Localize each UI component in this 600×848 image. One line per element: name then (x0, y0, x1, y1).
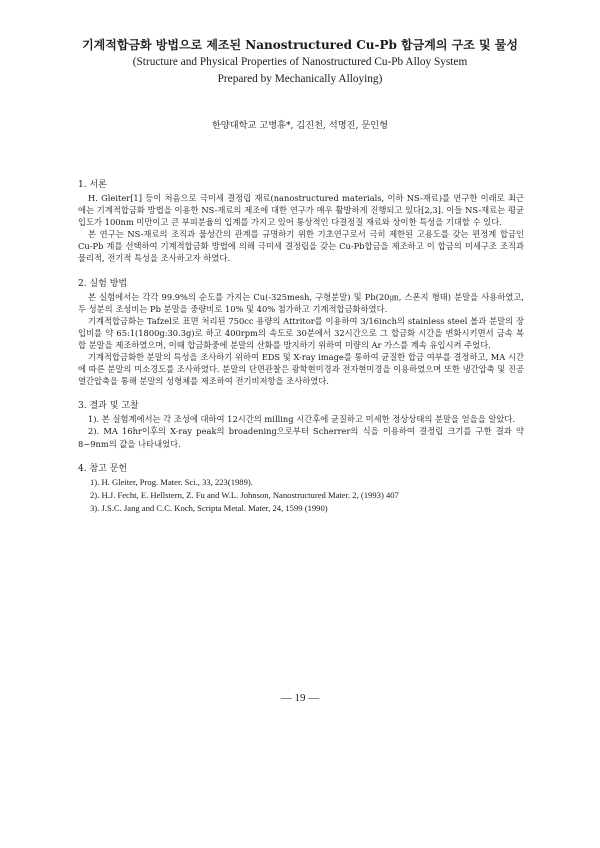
title-english-line2: Prepared by Mechanically Alloying) (217, 73, 383, 85)
section-heading-references: 4. 참고 문헌 (78, 463, 128, 474)
reference-item: 1). H. Gleiter, Prog. Mater. Sci., 33, 223(1989). (90, 476, 253, 487)
method-paragraph-2: 기계적합금화는 Tafzel로 표면 처리된 750cc 용량의 Attritor를 이용하여 3/16inch의 stainless steel 볼과 분말의 장입비를 약 65:1(1800g:30.3g)로 하고 400rpm의 속도로 30분에서 32시간으로 그 합금화 시간을 변화시키면서 금속 복합 분말을 제조하였으며, 이때 합금화중에 분말의 산화를 방지하기 위하여 미량의 Ar 가스를 계속 유입시켜 주었다. (78, 315, 524, 350)
paper-body (78, 179, 524, 515)
authors: 한양대학교 고병휴*, 김진천, 석명진, 문인형 (212, 120, 388, 131)
title-block (60, 36, 540, 88)
section-heading-intro: 1. 서론 (78, 180, 107, 190)
page-number: — 19 — (280, 692, 320, 704)
reference-item: 3). J.S.C. Jang and C.C. Koch, Scripta Metal. Mater, 24, 1599 (1990) (90, 503, 328, 514)
method-paragraph-1: 본 실험에서는 각각 99.9%의 순도를 가지는 Cu(-325mesh, 구형분말) 및 Pb(20㎛, 스폰지 형태) 분말을 사용하였고, 두 성분의 조성비는 Pb 분말을 중량비로 10% 및 40% 첨가하고 기계적합금화하였다. (78, 291, 524, 314)
results-item-1: 1). 본 실험계에서는 각 조성에 대하여 12시간의 milling 시간후에 균질하고 미세한 정상상태의 분말을 얻을을 알았다. (88, 414, 516, 425)
reference-item: 2). H.J. Fecht, E. Hellstern, Z. Fu and W.L. Johnson, Nanostructured Mater. 2, (1993) 407 (90, 489, 399, 500)
intro-paragraph-2: 본 연구는 NS-재료의 조직과 물성간의 관계를 규명하기 위한 기초연구로서 극히 제한된 고용도를 갖는 편정계 합금인 Cu-Pb 계를 선택하여 기계적합금화 방법에 의해 극미세 결정립을 갖는 Cu-Pb합금을 제조하고 이 합금의 미세구조 조직과 물리적, 전기적 특성을 조사하고자 하였다. (78, 229, 524, 264)
intro-paragraph-1: H. Gleiter[1] 등이 처음으로 극미세 결정립 재료(nanostructured materials, 이하 NS-재료)를 연구한 이래로 최근에는 기계적합금화 방법을 이용한 NS-재료의 제조에 대한 연구가 매우 활발하게 진행되고 있다[2,3]. 이들 NS-재료는 평균 입도가 100nm 미만이고 큰 부피분율의 입계를 가지고 있어 통상적인 다결정질 재료와 상이한 특성을 기대할 수 있다. (78, 193, 524, 228)
title-korean: 기계적합금화 방법으로 제조된 Nanostructured Cu-Pb 합금계의 구조 및 물성 (82, 38, 518, 52)
method-paragraph-3: 기계적합금화한 분말의 특성을 조사하기 위하여 EDS 및 X-ray image를 통하여 균질한 합금 여부를 결정하고, MA 시간에 따른 분말의 미소경도를 조사하였다. 분말의 단면관찰은 광학현미경과 전자현미경을 이용하였으며 또한 냉간압축 및 진공열간압축을 통해 분말의 성형체를 제조하여 전기비저항을 조사하였다. (78, 352, 524, 387)
title-english-line1: (Structure and Physical Properties of Nanostructured Cu-Pb Alloy System (132, 56, 468, 68)
section-heading-results: 3. 결과 및 고찰 (78, 401, 139, 412)
section-heading-method: 2. 실험 방법 (78, 278, 128, 289)
results-item-2: 2). MA 16hr이후의 X-ray peak의 broadening으로부터 Scherrer의 식을 이용하여 결정립 크기를 구한 결과 약 8~9nm의 값을 나타내었다. (78, 426, 524, 449)
